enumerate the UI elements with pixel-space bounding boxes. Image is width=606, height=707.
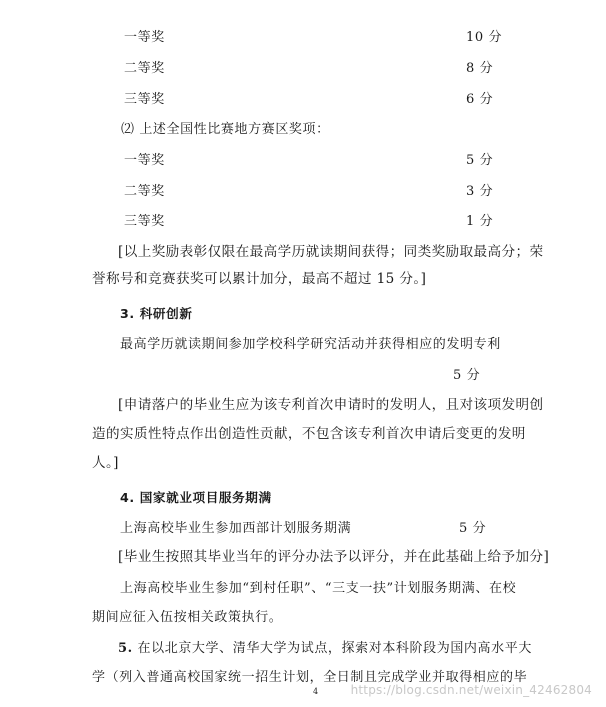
award-b1-label: 一等奖 [124,153,165,168]
award-a1-label: 一等奖 [124,30,165,45]
award-a2-label: 二等奖 [124,61,165,76]
section4-item: 上海高校毕业生参加西部计划服务期满 [120,521,352,536]
section4-note: [毕业生按照其毕业当年的评分办法予以评分，并在此基础上给予加分] [118,549,550,565]
section3-note-line1: [申请落户的毕业生应为该专利首次申请时的发明人，且对该项发明创 [118,397,544,413]
watermark-url: https://blog.csdn.net/weixin_42462804 [350,683,592,697]
note1-line1: [以上奖励表彰仅限在最高学历就读期间获得；同类奖励取最高分；荣 [118,244,544,260]
section5-line1-text: 在以北京大学、清华大学为试点，探索对本科阶段为国内高水平大 [137,641,532,656]
award-a1-score: 10 分 [466,30,503,45]
section5-number: 5. [118,641,133,656]
section4-score: 5 分 [459,521,487,536]
note1-line2: 誉称号和竞赛获奖可以累计加分，最高不超过 15 分。] [92,271,427,287]
section3-desc: 最高学历就读期间参加学校科学研究活动并获得相应的发明专利 [120,337,501,352]
section3-note-line3: 人。] [92,455,119,471]
section3-score: 5 分 [453,368,481,383]
section4-para-line1: 上海高校毕业生参加“到村任职”、“三支一扶”计划服务期满、在校 [120,581,517,596]
award-a3-score: 6 分 [466,92,494,107]
section3-heading: 3. 科研创新 [120,306,193,321]
section5-line2: 学（列入普通高校国家统一招生计划，全日制且完成学业并取得相应的毕 [92,670,528,685]
section5-line1 [118,637,532,656]
award-a3-label: 三等奖 [124,92,165,107]
award-a2-score: 8 分 [466,61,494,76]
section3-note-line2: 造的实质性特点作出创造性贡献，不包含该专利首次申请后变更的发明 [92,426,526,442]
award-b2-score: 3 分 [466,184,494,199]
award-b2-label: 二等奖 [124,184,165,199]
section4-heading: 4. 国家就业项目服务期满 [120,490,272,505]
award-b1-score: 5 分 [466,153,494,168]
award-b3-label: 三等奖 [124,214,165,229]
page-number: 4 [313,687,319,696]
section4-para-line2: 期间应征入伍按相关政策执行。 [92,610,283,625]
item2-heading: ⑵ 上述全国性比赛地方赛区奖项： [121,122,330,137]
award-b3-score: 1 分 [466,214,494,229]
